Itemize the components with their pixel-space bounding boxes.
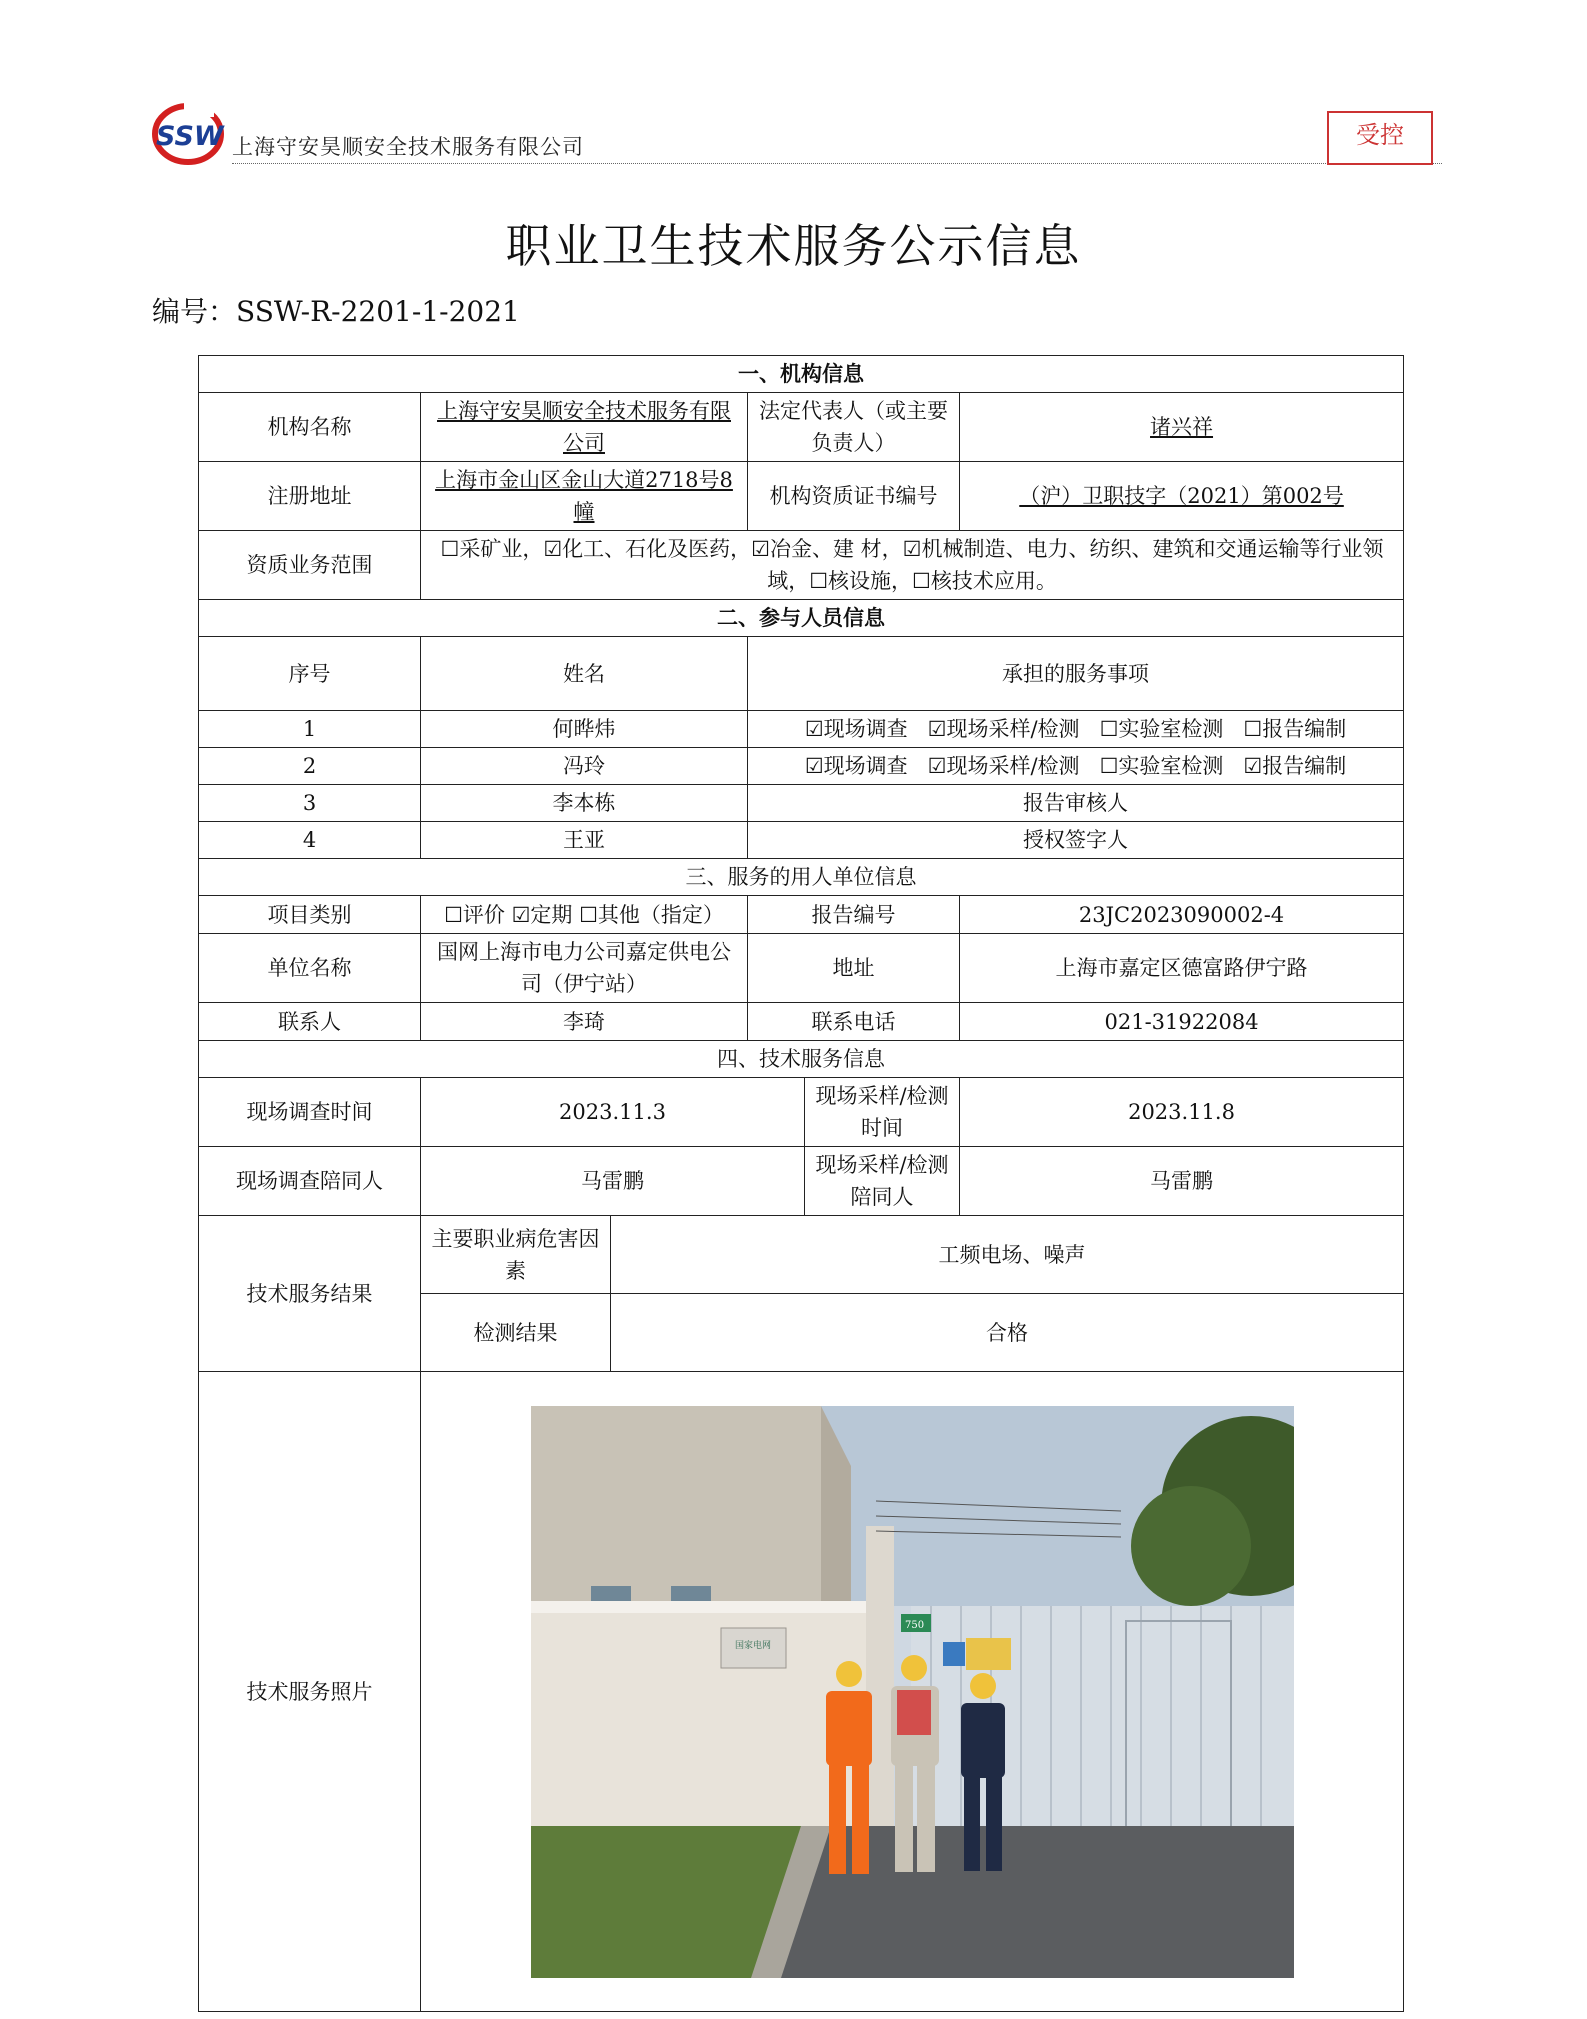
info-table bbox=[198, 355, 1404, 2012]
site-photo-image bbox=[531, 1406, 1294, 1978]
contact-value: 李琦 bbox=[421, 1003, 748, 1041]
item-survey: ☑现场调查 bbox=[804, 754, 908, 778]
report-number-value: 23JC2023090002-4 bbox=[960, 896, 1404, 934]
section-staff-title: 二、参与人员信息 bbox=[199, 600, 1404, 637]
staff-role: 授权签字人 bbox=[748, 822, 1404, 859]
page-title: 职业卫生技术服务公示信息 bbox=[505, 219, 1082, 273]
unit-name-value: 国网上海市电力公司嘉定供电公司（伊宁站） bbox=[421, 934, 748, 1003]
photo-cell bbox=[421, 1372, 1404, 2012]
unit-address-value: 上海市嘉定区德富路伊宁路 bbox=[960, 934, 1404, 1003]
item-sampling: ☑现场采样/检测 bbox=[927, 754, 1080, 778]
unit-address-label: 地址 bbox=[748, 934, 960, 1003]
table-row bbox=[199, 711, 1404, 748]
legal-rep-label: 法定代表人（或主要负责人） bbox=[748, 393, 960, 462]
sample-escort-label: 现场采样/检测陪同人 bbox=[805, 1147, 960, 1216]
staff-no: 2 bbox=[199, 748, 421, 785]
table-row bbox=[199, 822, 1404, 859]
document-number: 编号：SSW-R-2201-1-2021 bbox=[152, 295, 520, 328]
cert-number-value: （沪）卫职技字（2021）第002号 bbox=[960, 462, 1404, 531]
page-header bbox=[150, 95, 1450, 170]
scope-value: ☐采矿业，☑化工、石化及医药，☑冶金、建 材，☑机械制造、电力、纺织、建筑和交通运输等行业领域，☐核设施，☐核技术应用。 bbox=[421, 531, 1404, 600]
staff-items bbox=[748, 748, 1404, 785]
result-label: 技术服务结果 bbox=[199, 1216, 421, 1372]
staff-no: 4 bbox=[199, 822, 421, 859]
photo-sign-text: 国家电网 bbox=[734, 1640, 771, 1651]
section-employer-title: 三、服务的用人单位信息 bbox=[199, 859, 1404, 896]
company-name: 上海守安昊顺安全技术服务有限公司 bbox=[232, 135, 584, 159]
hazard-value: 工频电场、噪声 bbox=[611, 1216, 1404, 1294]
detect-value: 合格 bbox=[611, 1294, 1404, 1372]
survey-time-value: 2023.11.3 bbox=[421, 1078, 805, 1147]
sample-escort-value: 马雷鹏 bbox=[960, 1147, 1404, 1216]
staff-role: 报告审核人 bbox=[748, 785, 1404, 822]
controlled-stamp: 受控 bbox=[1327, 111, 1433, 165]
hazard-label: 主要职业病危害因素 bbox=[421, 1216, 611, 1294]
item-survey: ☑现场调查 bbox=[804, 717, 908, 741]
scope-label: 资质业务范围 bbox=[199, 531, 421, 600]
staff-name: 冯玲 bbox=[421, 748, 748, 785]
staff-no: 3 bbox=[199, 785, 421, 822]
section-org-title: 一、机构信息 bbox=[199, 356, 1404, 393]
contact-label: 联系人 bbox=[199, 1003, 421, 1041]
table-row bbox=[199, 748, 1404, 785]
col-header-no: 序号 bbox=[199, 637, 421, 711]
item-sampling: ☑现场采样/检测 bbox=[927, 717, 1080, 741]
photo-label: 技术服务照片 bbox=[199, 1372, 421, 2012]
staff-no: 1 bbox=[199, 711, 421, 748]
project-type-label: 项目类别 bbox=[199, 896, 421, 934]
header-divider bbox=[232, 163, 1442, 164]
report-number-label: 报告编号 bbox=[748, 896, 960, 934]
col-header-name: 姓名 bbox=[421, 637, 748, 711]
staff-items bbox=[748, 711, 1404, 748]
staff-name: 李本栋 bbox=[421, 785, 748, 822]
detect-label: 检测结果 bbox=[421, 1294, 611, 1372]
company-logo-icon bbox=[150, 101, 228, 167]
org-name-value: 上海守安昊顺安全技术服务有限公司 bbox=[421, 393, 748, 462]
sample-time-label: 现场采样/检测时间 bbox=[805, 1078, 960, 1147]
item-lab: ☐实验室检测 bbox=[1099, 717, 1224, 741]
reg-address-label: 注册地址 bbox=[199, 462, 421, 531]
item-report: ☐报告编制 bbox=[1243, 717, 1347, 741]
project-type-value: ☐评价 ☑定期 ☐其他（指定） bbox=[421, 896, 748, 934]
sample-time-value: 2023.11.8 bbox=[960, 1078, 1404, 1147]
section-service-title: 四、技术服务信息 bbox=[199, 1041, 1404, 1078]
table-row bbox=[199, 785, 1404, 822]
legal-rep-value: 诸兴祥 bbox=[960, 393, 1404, 462]
unit-name-label: 单位名称 bbox=[199, 934, 421, 1003]
staff-name: 何晔炜 bbox=[421, 711, 748, 748]
survey-escort-value: 马雷鹏 bbox=[421, 1147, 805, 1216]
org-name-label: 机构名称 bbox=[199, 393, 421, 462]
service-photo bbox=[531, 1406, 1294, 1978]
survey-escort-label: 现场调查陪同人 bbox=[199, 1147, 421, 1216]
phone-value: 021-31922084 bbox=[960, 1003, 1404, 1041]
item-lab: ☐实验室检测 bbox=[1099, 754, 1224, 778]
item-report: ☑报告编制 bbox=[1243, 754, 1347, 778]
svg-text:SSW: SSW bbox=[156, 121, 224, 152]
col-header-items: 承担的服务事项 bbox=[748, 637, 1404, 711]
survey-time-label: 现场调查时间 bbox=[199, 1078, 421, 1147]
phone-label: 联系电话 bbox=[748, 1003, 960, 1041]
staff-name: 王亚 bbox=[421, 822, 748, 859]
photo-sign-750: 750 bbox=[904, 1619, 924, 1631]
cert-number-label: 机构资质证书编号 bbox=[748, 462, 960, 531]
reg-address-value: 上海市金山区金山大道2718号8幢 bbox=[421, 462, 748, 531]
